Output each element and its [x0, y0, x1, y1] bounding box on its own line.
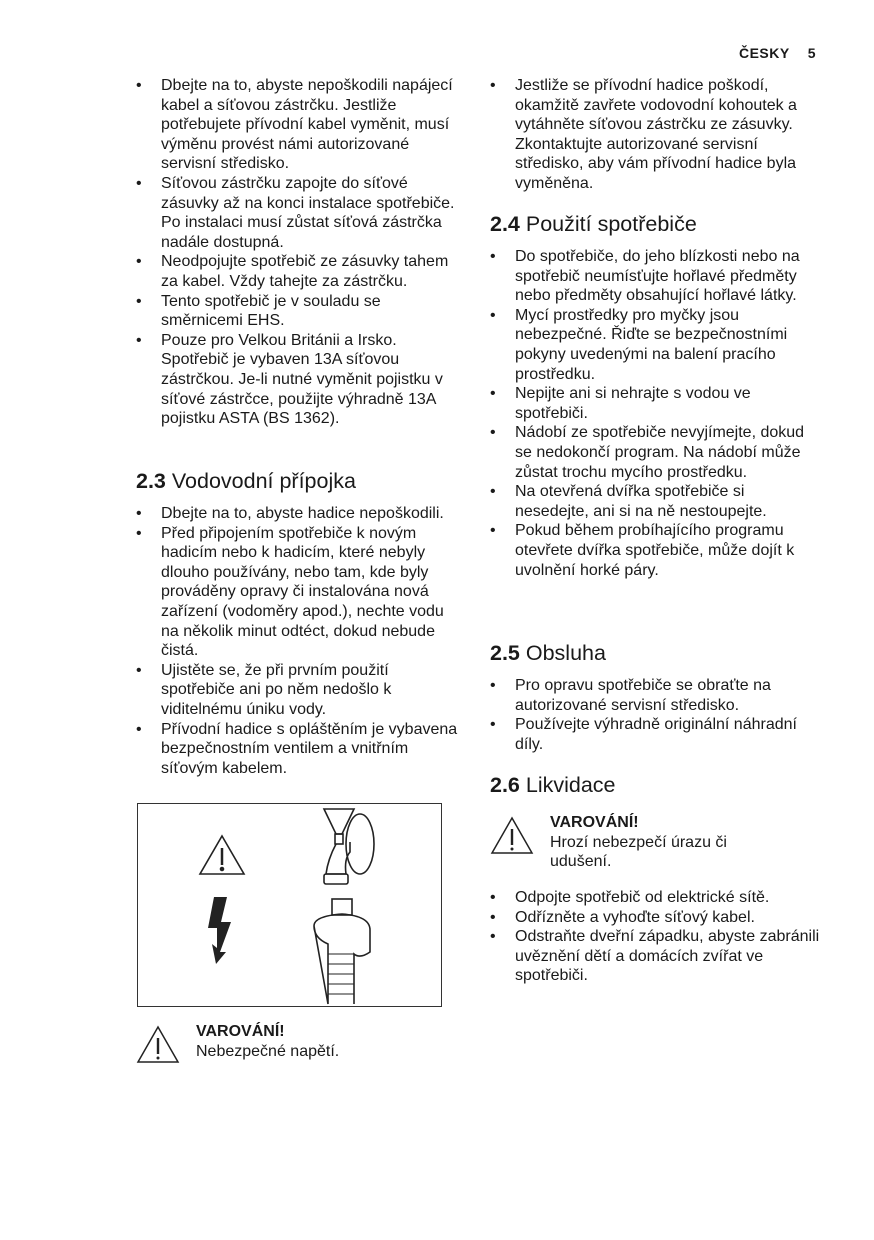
warning-title: VAROVÁNÍ! [550, 814, 639, 831]
list-item: • Používejte výhradně originální náhradní díly. [490, 715, 820, 754]
list-item: • Pokud během probíhajícího programu otevřete dvířka spotřebiče, může dojít k uvolnění horké páry. [490, 521, 820, 580]
warning-suffocation [490, 813, 820, 872]
page-number: 5 [807, 45, 816, 61]
warning-text: Nebezpečné napětí. [196, 1042, 340, 1060]
list-item: • Ujistěte se, že při prvním použití spotřebiče ani po něm nedošlo k viditelnému úniku vody. [136, 661, 463, 720]
list-item: • Tento spotřebič je v souladu se směrnicemi EHS. [136, 292, 463, 331]
page-header [721, 45, 816, 61]
list-item: • Neodpojujte spotřebič ze zásuvky tahem za kabel. Vždy tahejte za zástrčku. [136, 252, 463, 291]
list-item: • Dbejte na to, abyste hadice nepoškodili. [136, 504, 463, 524]
list-item: • Pro opravu spotřebiče se obraťte na autorizované servisní středisko. [490, 676, 820, 715]
list-hose-damage [490, 76, 820, 194]
list-water-connection [136, 504, 463, 778]
section-heading-2-4: 2.4 Použití spotřebiče [490, 212, 697, 236]
section-heading-2-5: 2.5 Obsluha [490, 641, 606, 665]
lightning-icon [208, 897, 231, 964]
hose-illustration [137, 803, 442, 1007]
list-disposal [490, 888, 820, 986]
list-power-cable [136, 76, 463, 429]
list-item: • Nepijte ani si nehrajte s vodou ve spotřebiči. [490, 384, 820, 423]
list-item: • Mycí prostředky pro myčky jsou nebezpečné. Řiďte se bezpečnostními pokyny uvedenými na balení pracího prostředku. [490, 306, 820, 384]
list-item: • Odstraňte dveřní západku, abyste zabránili uvěznění dětí a domácích zvířat ve spotřebiči. [490, 927, 820, 986]
list-item: • Dbejte na to, abyste nepoškodili napájecí kabel a síťovou zástrčku. Jestliže potřebujete přívodní kabel vyměnit, musí výměnu provést námi autorizované servisní středisko. [136, 76, 463, 174]
list-item: • Odpojte spotřebič od elektrické sítě. [490, 888, 820, 908]
hose-safety-valve-icon [138, 804, 440, 1005]
list-item: • Pouze pro Velkou Británii a Irsko. Spotřebič je vybaven 13A síťovou zástrčkou. Je-li nutné vyměnit pojistku v síťové zástrčce, použijte výhradně 13A pojistku ASTA (BS 1362). [136, 331, 463, 429]
list-appliance-use [490, 247, 820, 580]
list-item: • Přívodní hadice s opláštěním je vybavena bezpečnostním ventilem a vnitřním síťovým kabelem. [136, 720, 463, 779]
list-item: • Do spotřebiče, do jeho blízkosti nebo na spotřebič neumísťujte hořlavé předměty nebo předměty obsahující hořlavé látky. [490, 247, 820, 306]
list-item: • Nádobí ze spotřebiče nevyjímejte, dokud se nedokončí program. Na nádobí může zůstat trochu mycího prostředku. [490, 423, 820, 482]
list-item: • Odřízněte a vyhoďte síťový kabel. [490, 908, 820, 928]
list-item: • Jestliže se přívodní hadice poškodí, okamžitě zavřete vodovodní kohoutek a vytáhněte síťovou zástrčku ze zásuvky. Zkontaktujte autorizované servisní středisko, aby vám přívodní hadice byla vyměněna. [490, 76, 820, 194]
warning-triangle-icon [136, 1024, 180, 1064]
list-item: • Síťovou zástrčku zapojte do síťové zásuvky až na konci instalace spotřebiče. Po instalaci musí zůstat síťová zástrčka nadále dostupná. [136, 174, 463, 252]
language-label: ČESKY [738, 45, 790, 61]
warning-triangle-icon [490, 815, 534, 855]
list-service [490, 676, 820, 754]
list-item: • Na otevřená dvířka spotřebiče si nesedejte, ani si na ně nestoupejte. [490, 482, 820, 521]
warning-voltage [136, 1022, 463, 1064]
list-item: • Před připojením spotřebiče k novým hadicím nebo k hadicím, které nebyly dlouho používány, nebo tam, kde byly prováděny opravy či instalována nová zařízení (vodoměry apod.), nechte vodu na několik minut odtéct, dokud nebude čistá. [136, 524, 463, 661]
section-heading-2-6: 2.6 Likvidace [490, 773, 616, 797]
section-heading-2-3: 2.3 Vodovodní přípojka [136, 469, 356, 493]
warning-text: Hrozí nebezpečí úrazu či udušení. [550, 833, 727, 871]
warning-title: VAROVÁNÍ! [196, 1023, 285, 1040]
